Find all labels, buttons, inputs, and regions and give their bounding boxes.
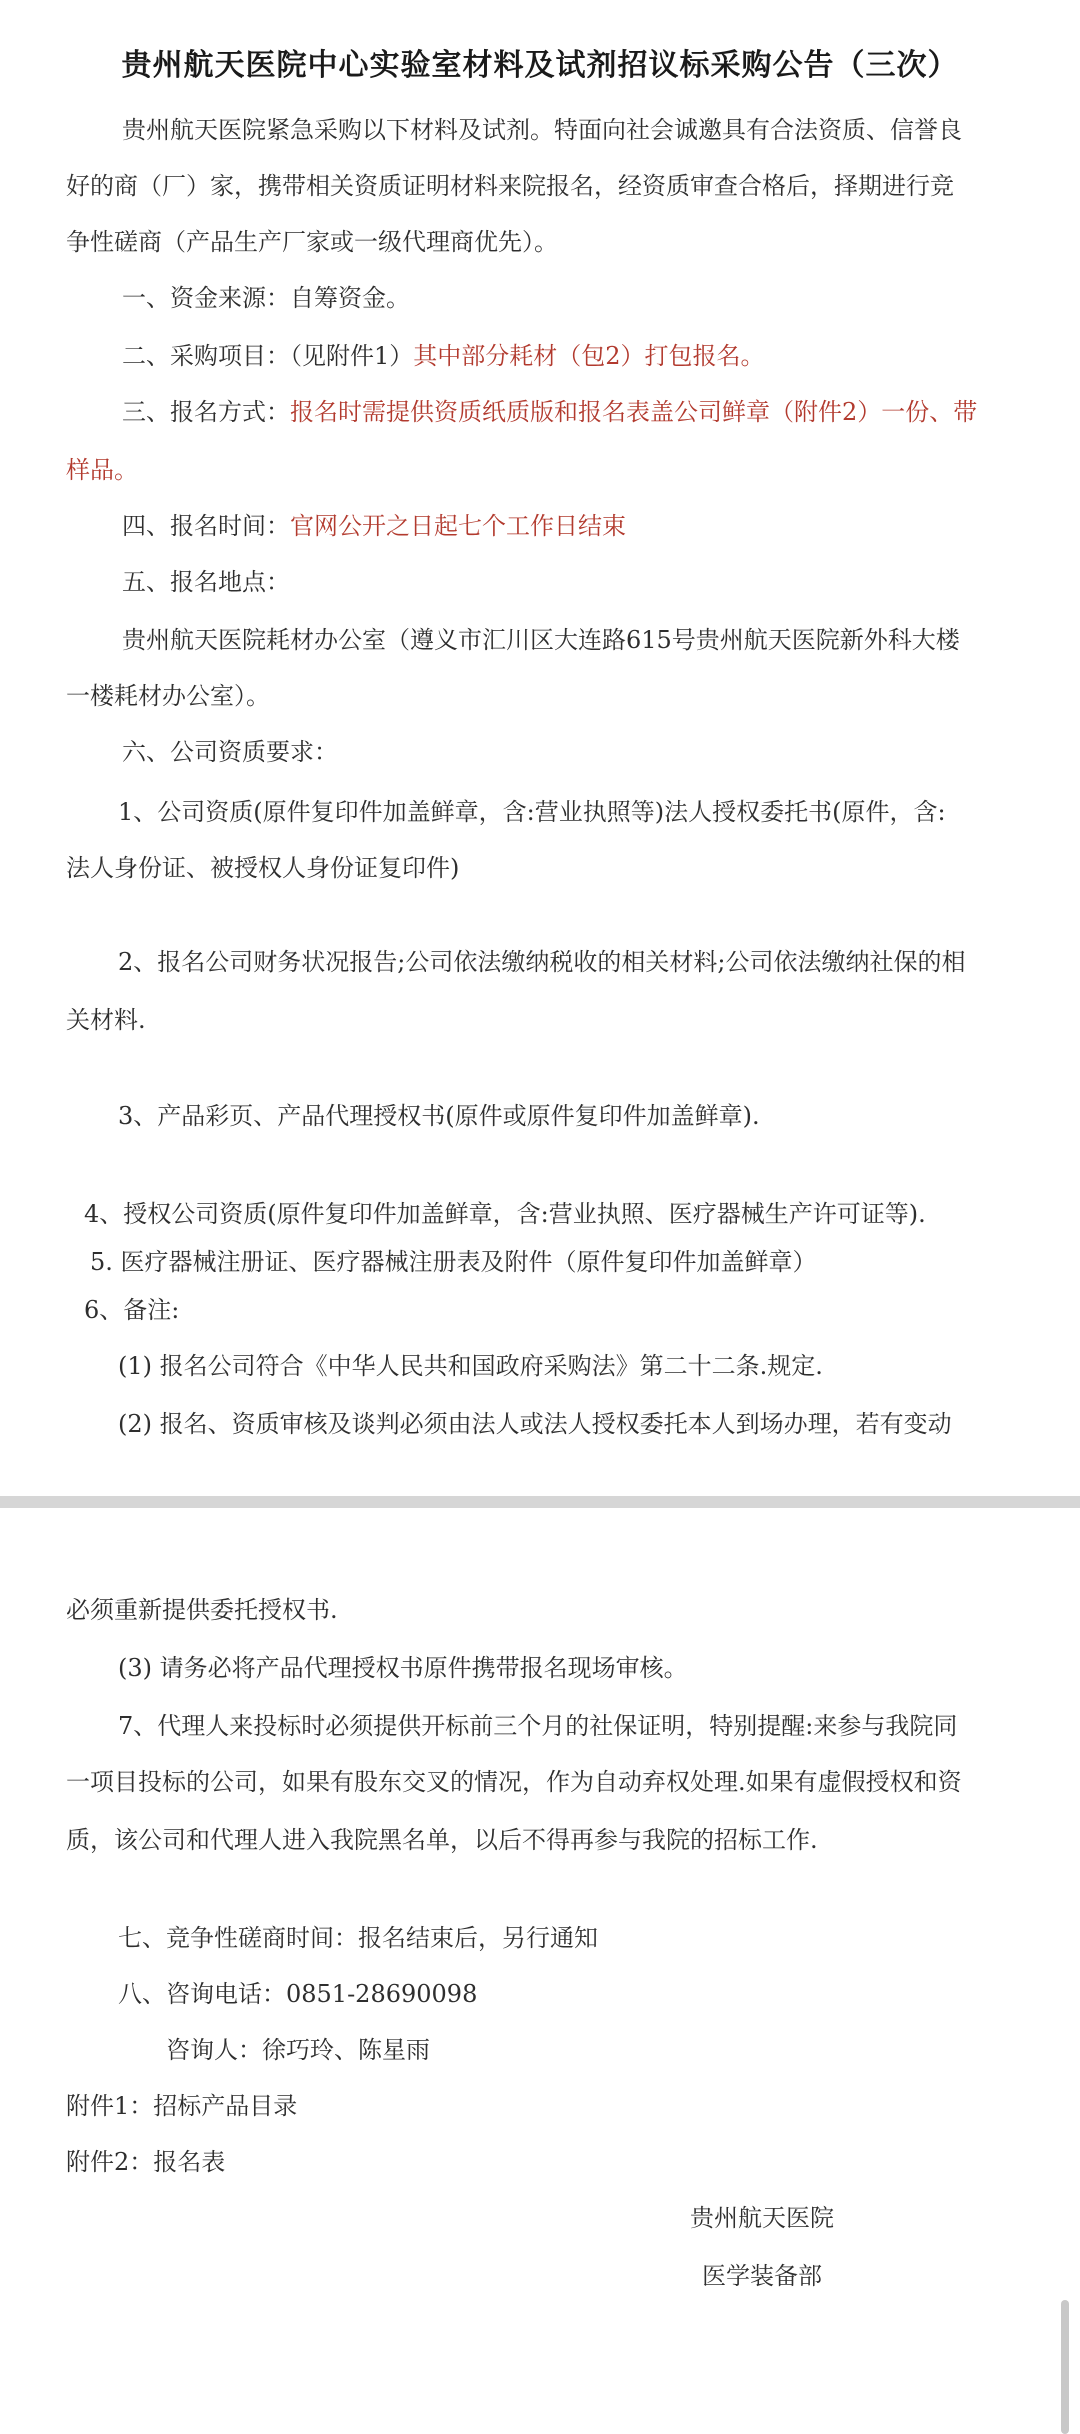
section-project-label: 二、采购项目：（见附件1） [122, 342, 414, 370]
notice-title: 贵州航天医院中心实验室材料及试剂招议标采购公告（三次） [121, 48, 959, 83]
req-7-line-3: 质，该公司和代理人进入我院黑名单，以后不得再参与我院的招标工作. [66, 1826, 818, 1854]
section-method [122, 392, 977, 427]
req-3: 3、产品彩页、产品代理授权书(原件或原件复印件加盖鲜章). [118, 1102, 760, 1130]
intro-line-2: 好的商（厂）家，携带相关资质证明材料来院报名，经资质审查合格后，择期进行竞 [66, 172, 954, 200]
section-location-line-2: 一楼耗材办公室）。 [66, 682, 270, 710]
req-1-line-1: 1、公司资质(原件复印件加盖鲜章，含:营业执照等)法人授权委托书(原件，含: [118, 798, 946, 826]
intro-line-1: 贵州航天医院紧急采购以下材料及试剂。特面向社会诚邀具有合法资质、信誉良 [122, 116, 962, 144]
section-location: 五、报名地点： [122, 568, 290, 596]
section-method-highlight-cont: 样品。 [66, 456, 138, 484]
contact-persons: 咨询人：徐巧玲、陈星雨 [166, 2036, 430, 2064]
page-break-divider [0, 1496, 1080, 1508]
intro-line-3: 争性磋商（产品生产厂家或一级代理商优先）。 [66, 228, 558, 256]
section-location-line-1: 贵州航天医院耗材办公室（遵义市汇川区大连路615号贵州航天医院新外科大楼 [122, 626, 960, 654]
remark-2-line-2: 必须重新提供委托授权书. [66, 1596, 338, 1624]
attachment-2: 附件2：报名表 [66, 2148, 226, 2176]
req-7-line-2: 一项目投标的公司，如果有股东交叉的情况，作为自动弃权处理.如果有虚假授权和资 [66, 1768, 962, 1796]
remark-3: (3) 请务必将产品代理授权书原件携带报名现场审核。 [118, 1654, 688, 1682]
section-negotiation-time: 七、竞争性磋商时间：报名结束后，另行通知 [118, 1924, 598, 1952]
section-time [122, 506, 626, 541]
req-1-line-2: 法人身份证、被授权人身份证复印件) [66, 854, 460, 882]
section-requirements: 六、公司资质要求： [122, 738, 338, 766]
section-time-label: 四、报名时间： [122, 512, 290, 540]
req-7-line-1: 7、代理人来投标时必须提供开标前三个月的社保证明，特别提醒:来参与我院同 [118, 1712, 958, 1740]
req-5: 5. 医疗器械注册证、医疗器械注册表及附件（原件复印件加盖鲜章） [90, 1248, 817, 1276]
section-project-highlight: 其中部分耗材（包2）打包报名。 [413, 342, 765, 370]
req-2-line-2: 关材料. [66, 1006, 146, 1034]
section-method-highlight: 报名时需提供资质纸质版和报名表盖公司鲜章（附件2）一份、带 [290, 398, 978, 426]
signature-hospital: 贵州航天医院 [690, 2204, 834, 2232]
remark-2-line-1: (2) 报名、资质审核及谈判必须由法人或法人授权委托本人到场办理，若有变动 [118, 1410, 952, 1438]
vertical-scrollbar[interactable] [1061, 2300, 1069, 2434]
signature-department: 医学装备部 [702, 2262, 822, 2290]
req-6-remarks: 6、备注: [84, 1296, 180, 1324]
section-time-highlight: 官网公开之日起七个工作日结束 [290, 512, 626, 540]
remark-1: (1) 报名公司符合《中华人民共和国政府采购法》第二十二条.规定. [118, 1352, 823, 1380]
req-4: 4、授权公司资质(原件复印件加盖鲜章，含:营业执照、医疗器械生产许可证等). [84, 1200, 926, 1228]
section-phone: 八、咨询电话：0851-28690098 [118, 1980, 478, 2008]
section-project [122, 336, 765, 371]
section-method-label: 三、报名方式： [122, 398, 290, 426]
section-funding: 一、资金来源：自筹资金。 [122, 284, 410, 312]
req-2-line-1: 2、报名公司财务状况报告;公司依法缴纳税收的相关材料;公司依法缴纳社保的相 [118, 948, 966, 976]
attachment-1: 附件1：招标产品目录 [66, 2092, 298, 2120]
